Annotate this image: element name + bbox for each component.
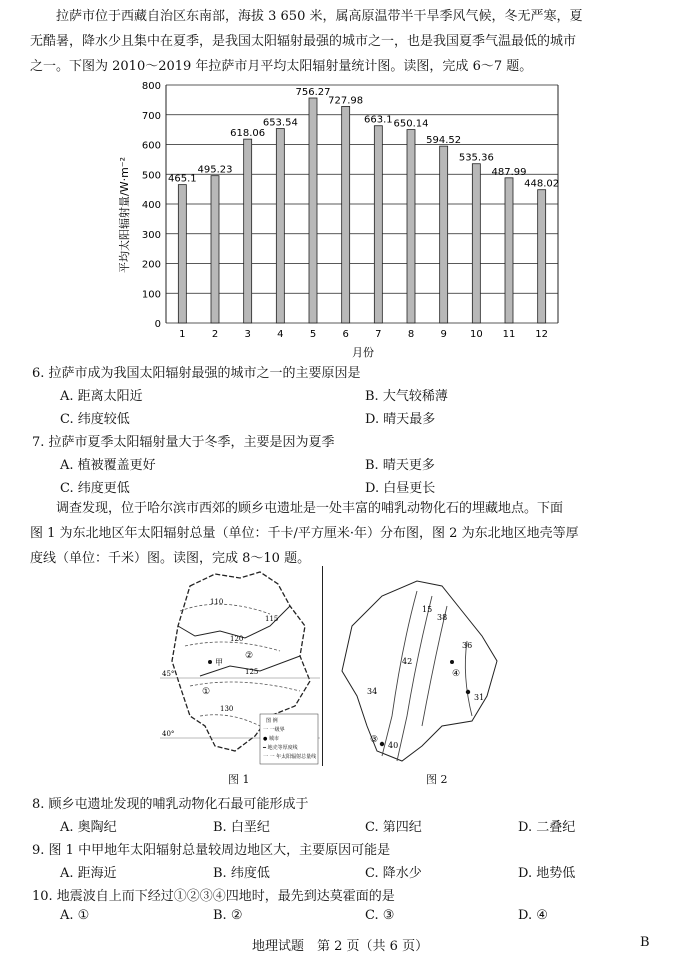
q7-option-d[interactable]: D. 白昼更长 — [365, 481, 436, 496]
fig1-legend-item: ● 城市 — [263, 736, 279, 742]
fig2-point-3: ③ — [370, 735, 379, 745]
version-label: B — [640, 935, 650, 950]
fig1-legend-item: ━ 地壳等厚度线 — [263, 745, 298, 751]
intro1-line2: 无酷暑，降水少且集中在夏季，是我国太阳辐射最强的城市之一，也是我国夏季气温最低的城市 — [30, 34, 577, 49]
q9-option-d[interactable]: D. 地势低 — [518, 866, 576, 881]
chart-x-tick-label: 12 — [535, 329, 549, 340]
fig1-contour-line — [185, 642, 280, 651]
chart-data-label: 535.36 — [458, 152, 494, 164]
chart-x-tick-label: 11 — [502, 329, 516, 340]
fig2-contour-line — [465, 641, 472, 716]
q9-option-c[interactable]: C. 降水少 — [365, 866, 422, 881]
chart-bar — [472, 164, 480, 323]
fig2-label: 38 — [437, 613, 448, 622]
question-6-stem: 6. 拉萨市成为我国太阳辐射最强的城市之一的主要原因是 — [32, 366, 361, 381]
q10-option-a[interactable]: A. ① — [60, 908, 90, 923]
intro1-line1: 拉萨市位于西藏自治区东南部，海拔 3 650 米，属高原温带半干旱季风气候，冬无严寒，夏 — [56, 9, 583, 24]
intro2-line2: 图 1 为东北地区年太阳辐射总量（单位：千卡/平方厘米·年）分布图，图 2 为东北地区地壳等厚 — [30, 526, 579, 541]
figure-1-caption: 图 1 — [228, 773, 250, 786]
fig1-contour-line — [200, 715, 260, 726]
question-7-stem: 7. 拉萨市夏季太阳辐射量大于冬季，主要是因为夏季 — [32, 435, 335, 450]
chart-bar — [440, 146, 448, 323]
chart-x-tick-label: 9 — [440, 329, 447, 340]
fig1-point-jia: 甲 — [215, 658, 223, 667]
fig1-contour-label: 115 — [265, 615, 279, 623]
chart-data-label: 663.1 — [364, 114, 393, 126]
chart-y-tick-label: 500 — [141, 170, 161, 182]
q7-option-a[interactable]: A. 植被覆盖更好 — [60, 458, 156, 473]
fig2-label: 36 — [462, 641, 473, 650]
fig2-region-outline — [342, 581, 497, 761]
q6-option-d[interactable]: D. 晴天最多 — [365, 412, 436, 427]
chart-x-tick-label: 7 — [375, 329, 382, 340]
chart-x-tick-label: 10 — [469, 329, 483, 340]
chart-data-label: 756.27 — [295, 87, 331, 99]
chart-y-tick-label: 0 — [154, 319, 161, 330]
chart-y-tick-label: 300 — [141, 229, 161, 241]
fig1-legend-item: 一 一 年太阳辐射总量线 — [263, 754, 317, 760]
fig2-contour-line — [422, 606, 447, 726]
q10-option-d[interactable]: D. ④ — [518, 908, 548, 923]
chart-x-tick-label: 8 — [407, 329, 415, 340]
fig1-contour-line — [180, 604, 270, 614]
chart-data-label: 727.98 — [328, 95, 364, 107]
fig1-legend-item: 图 例 — [266, 718, 278, 724]
fig1-point-1: ① — [202, 687, 211, 697]
chart-data-label: 495.23 — [197, 164, 233, 176]
chart-data-label: 487.99 — [491, 166, 527, 178]
figure-1-northeast-radiation-map — [160, 566, 320, 766]
q6-option-b[interactable]: B. 大气较稀薄 — [365, 389, 448, 404]
chart-data-label: 650.14 — [393, 118, 429, 130]
chart-data-label: 465.1 — [168, 173, 197, 185]
fig2-label: 31 — [474, 693, 485, 702]
chart-bar — [309, 98, 317, 323]
radiation-bar-chart — [118, 80, 563, 360]
chart-y-tick-label: 400 — [141, 200, 161, 211]
chart-bar — [211, 176, 219, 323]
q8-option-d[interactable]: D. 二叠纪 — [518, 820, 576, 835]
fig2-label: 34 — [367, 687, 378, 696]
q9-option-b[interactable]: B. 纬度低 — [213, 866, 270, 881]
chart-bar — [505, 178, 513, 323]
q7-option-b[interactable]: B. 晴天更多 — [365, 458, 435, 473]
q6-option-a[interactable]: A. 距离太阳近 — [60, 389, 143, 404]
q8-option-c[interactable]: C. 第四纪 — [365, 820, 422, 835]
intro1-line3: 之一。下图为 2010～2019 年拉萨市月平均太阳辐射量统计图。读图，完成 6～7 题。 — [30, 59, 533, 74]
page-footer: 地理试题 第 2 页（共 6 页） — [252, 939, 429, 954]
chart-bar — [178, 185, 186, 323]
chart-bar — [374, 126, 382, 323]
question-9-stem: 9. 图 1 中甲地年太阳辐射总量较周边地区大，主要原因可能是 — [32, 843, 391, 858]
fig1-contour-label: 110 — [210, 598, 224, 606]
figure-2-crust-thickness-map — [322, 566, 512, 766]
fig2-contour-line — [397, 596, 432, 761]
chart-x-tick-label: 4 — [277, 329, 284, 340]
intro-paragraph-2 — [30, 496, 652, 571]
chart-bar — [244, 139, 252, 323]
chart-y-tick-label: 200 — [141, 259, 161, 271]
chart-data-label: 618.06 — [230, 128, 266, 140]
q8-option-b[interactable]: B. 白垩纪 — [213, 820, 270, 835]
chart-y-tick-label: 700 — [141, 110, 161, 122]
chart-x-tick-label: 3 — [244, 329, 251, 340]
figure-2-caption: 图 2 — [426, 773, 448, 786]
chart-bar — [407, 130, 415, 323]
fig1-contour-label: 125 — [245, 668, 259, 676]
q8-option-a[interactable]: A. 奥陶纪 — [60, 820, 117, 835]
chart-data-label: 594.52 — [426, 135, 462, 147]
q9-option-a[interactable]: A. 距海近 — [60, 866, 117, 881]
q6-option-c[interactable]: C. 纬度较低 — [60, 412, 130, 427]
chart-y-tick-label: 600 — [141, 140, 161, 152]
chart-x-tick-label: 5 — [309, 329, 317, 340]
chart-bar — [538, 190, 546, 323]
chart-data-label: 448.02 — [524, 178, 560, 190]
intro2-line1: 调查发现，位于哈尔滨市西郊的顾乡屯遗址是一处丰富的哺乳动物化石的埋藏地点。下面 — [56, 501, 564, 516]
chart-x-tick-label: 1 — [179, 329, 186, 340]
question-8-stem: 8. 顾乡屯遗址发现的哺乳动物化石最可能形成于 — [32, 797, 309, 812]
fig2-contour-line — [382, 591, 417, 756]
intro-paragraph-1 — [30, 4, 652, 79]
fig1-contour-label: 130 — [220, 705, 234, 713]
chart-y-tick-label: 100 — [141, 289, 161, 301]
chart-bar — [342, 106, 350, 323]
question-10-stem: 10. 地震波自上而下经过①②③④四地时，最先到达莫霍面的是 — [32, 889, 395, 904]
chart-x-axis-label: 月份 — [352, 346, 374, 359]
fig1-lat-45: 45° — [162, 670, 175, 678]
chart-x-tick-label: 2 — [211, 329, 219, 340]
fig1-contour-label: 120 — [230, 635, 244, 643]
fig2-label: 15 — [422, 605, 433, 614]
fig2-label: 42 — [402, 657, 413, 666]
chart-data-label: 653.54 — [262, 117, 298, 129]
fig1-lat-40: 40° — [162, 730, 175, 738]
fig2-label: 40 — [388, 741, 399, 750]
q10-option-b[interactable]: B. ② — [213, 908, 243, 923]
chart-bar — [276, 129, 284, 323]
q7-option-c[interactable]: C. 纬度更低 — [60, 481, 130, 496]
fig2-point-4: ④ — [452, 669, 461, 679]
fig1-legend-item: 一 一级界 — [263, 727, 285, 733]
intro2-line3: 度线（单位：千米）图。读图，完成 8～10 题。 — [30, 551, 311, 566]
q10-option-c[interactable]: C. ③ — [365, 908, 395, 923]
chart-x-tick-label: 6 — [342, 329, 349, 340]
fig1-point-2: ② — [245, 651, 254, 661]
chart-y-axis-label: 平均太阳辐射量/W·m⁻² — [118, 156, 131, 274]
fig1-legend — [260, 714, 318, 764]
chart-y-tick-label: 800 — [141, 81, 161, 92]
